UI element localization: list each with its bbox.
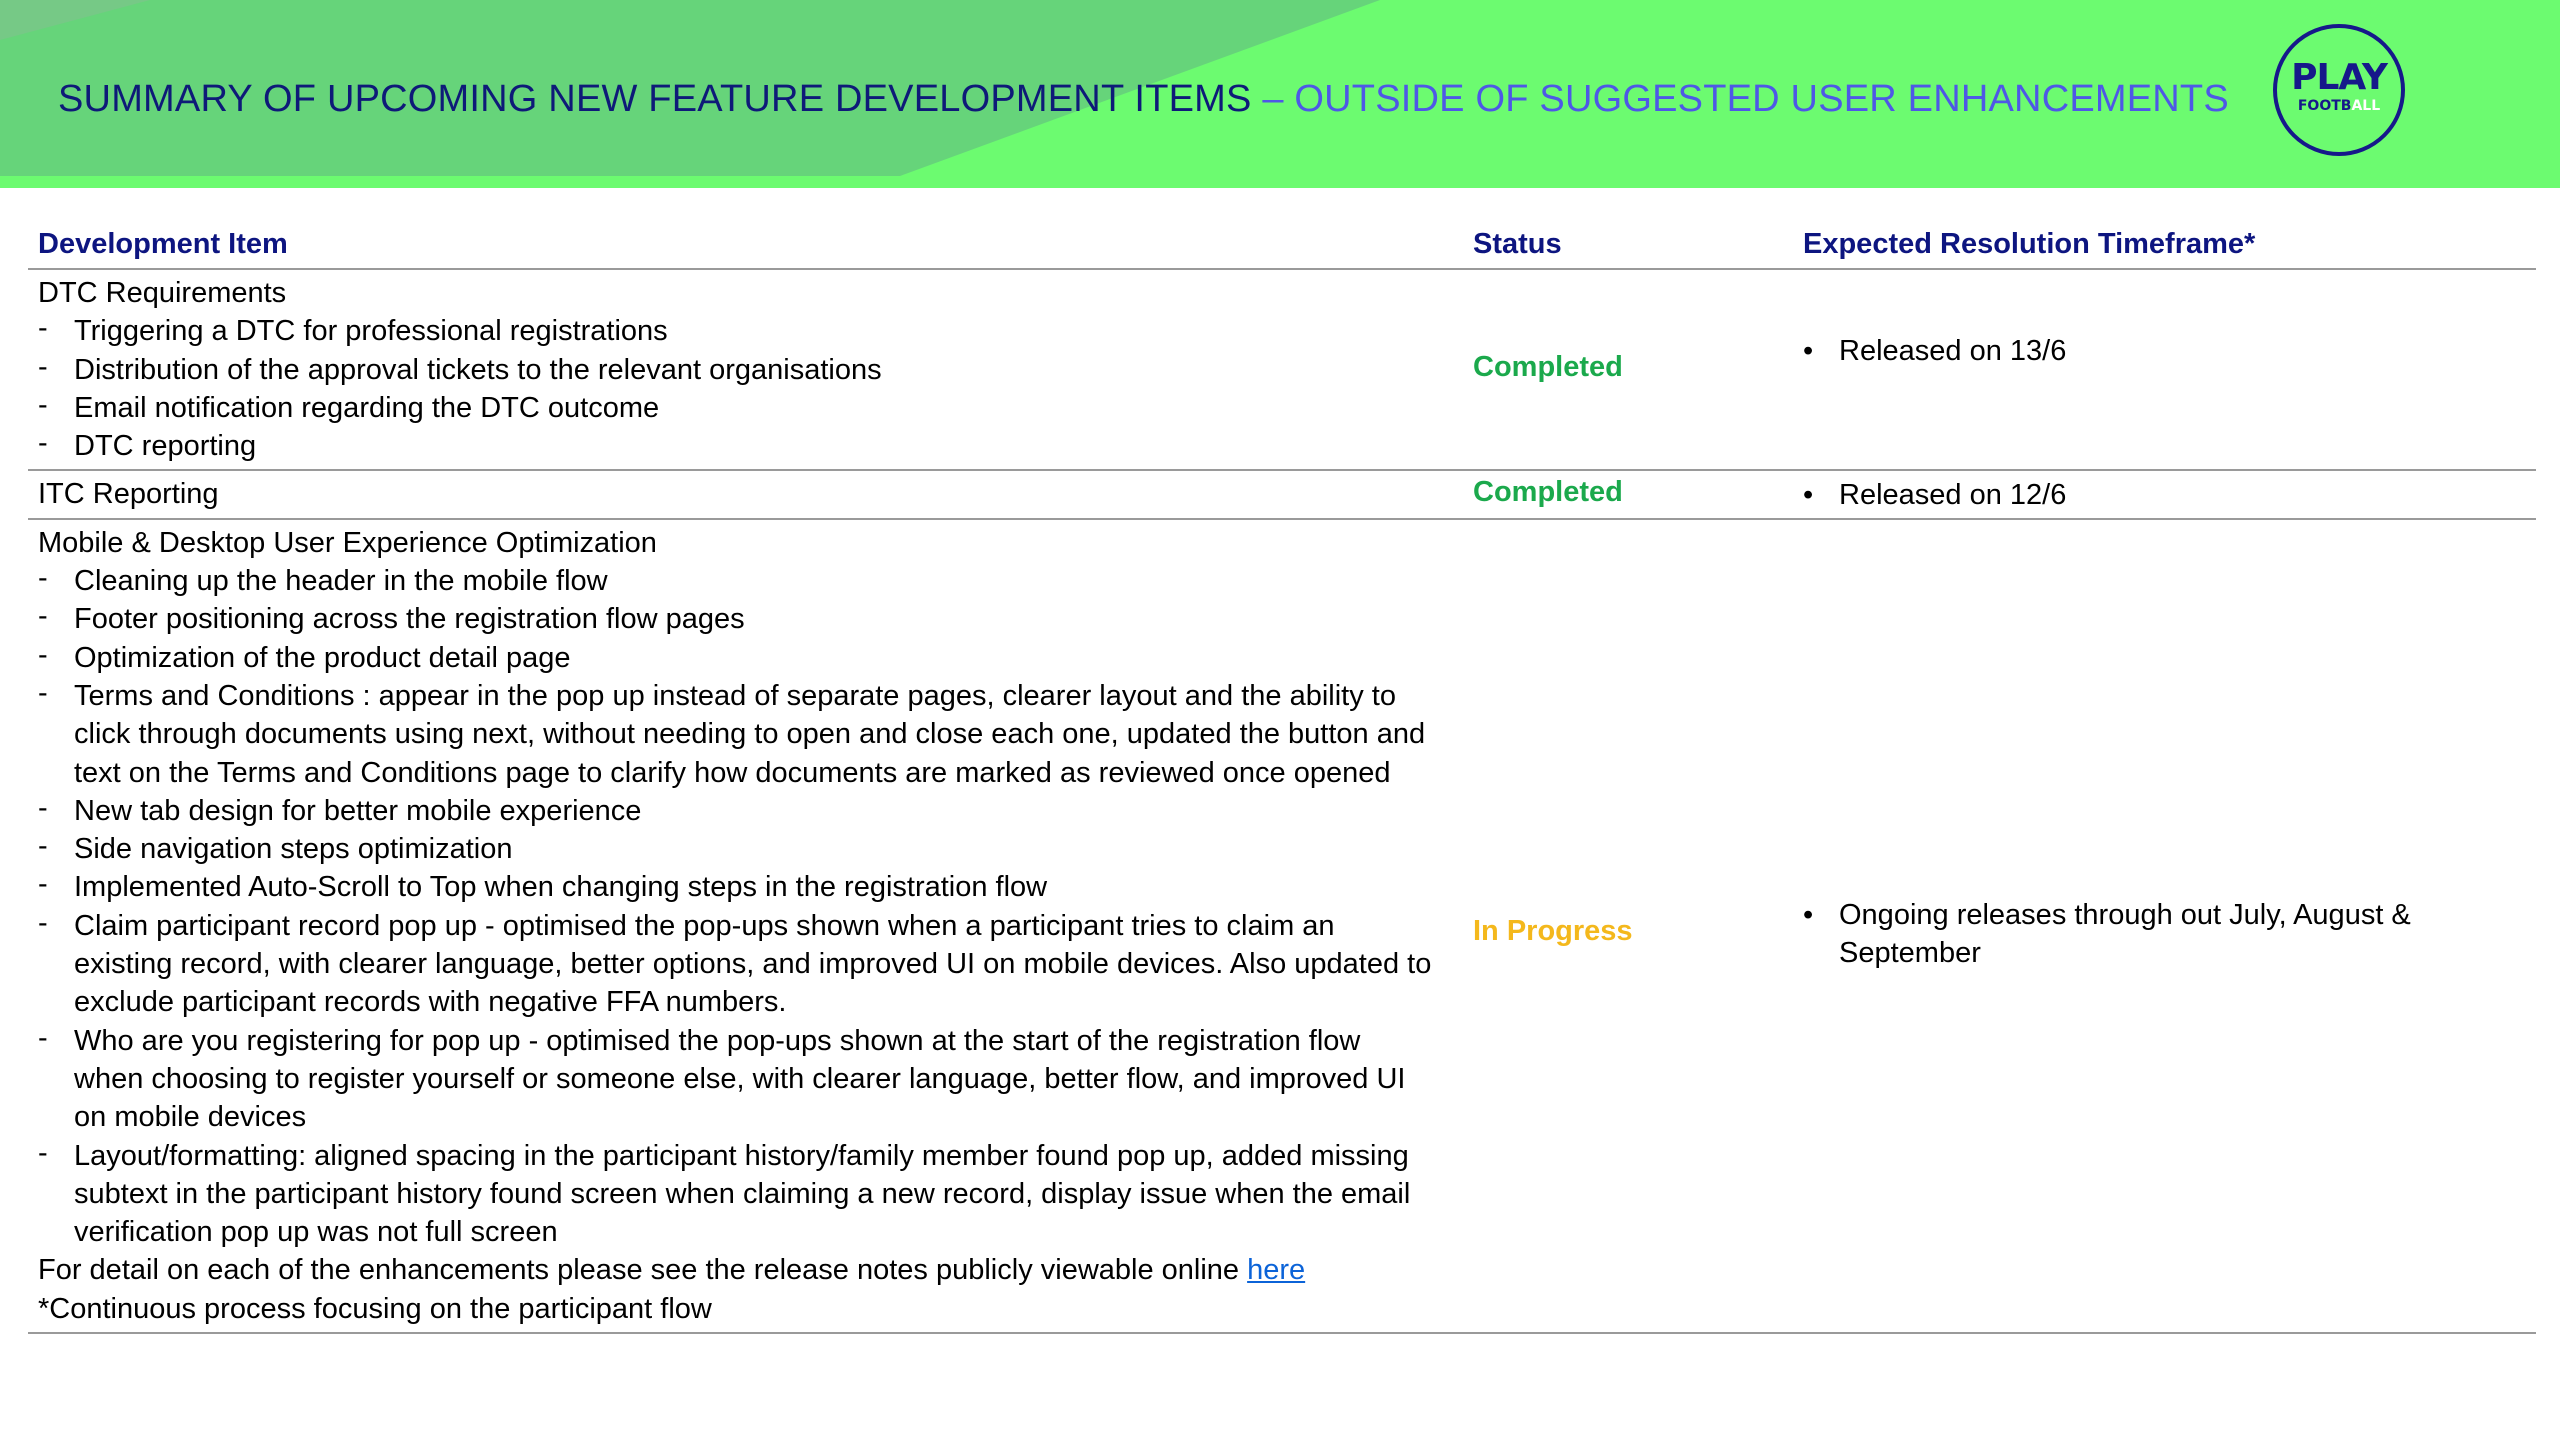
development-item-cell bbox=[28, 520, 1468, 1332]
column-header-development-item: Development Item bbox=[38, 228, 288, 260]
item-text-line: subtext in the participant history found screen when claiming a new record, display issue when the email bbox=[74, 1177, 1411, 1210]
logo-play-text: PLAY bbox=[2291, 57, 2387, 98]
item-text-line: Footer positioning across the registration flow pages bbox=[74, 603, 745, 636]
item-bullet bbox=[38, 312, 1468, 350]
item-text bbox=[74, 389, 659, 427]
footnote: *Continuous process focusing on the participant flow bbox=[38, 1292, 712, 1325]
item-bullet bbox=[38, 389, 1468, 427]
item-text-line: Implemented Auto-Scroll to Top when changing steps in the registration flow bbox=[74, 871, 1048, 904]
item-bullet bbox=[38, 830, 1468, 868]
item-text-line: Layout/formatting: aligned spacing in the participant history/family member found pop up, added missing bbox=[74, 1139, 1409, 1172]
timeframe-line: Released on 12/6 bbox=[1839, 479, 2067, 512]
item-text-line: Side navigation steps optimization bbox=[74, 833, 513, 866]
item-title: DTC Requirements bbox=[38, 277, 287, 309]
dash-marker: - bbox=[38, 562, 48, 595]
dash-marker: - bbox=[38, 906, 48, 939]
dash-marker: - bbox=[38, 830, 48, 863]
item-bullet bbox=[38, 562, 1468, 600]
timeframe-text bbox=[1839, 896, 2411, 973]
item-title: Mobile & Desktop User Experience Optimization bbox=[38, 526, 657, 559]
item-text bbox=[74, 600, 745, 638]
item-text bbox=[74, 907, 1431, 1022]
column-header-timeframe: Expected Resolution Timeframe* bbox=[1803, 228, 2256, 260]
development-item-cell bbox=[28, 270, 1468, 469]
dash-marker: - bbox=[38, 638, 48, 671]
item-text bbox=[74, 427, 256, 465]
item-text-line: on mobile devices bbox=[74, 1101, 307, 1134]
page-title-main: SUMMARY OF UPCOMING NEW FEATURE DEVELOPMENT ITEMS bbox=[58, 78, 1252, 120]
item-text-line: when choosing to register yourself or someone else, with clearer language, better flow, and improved UI bbox=[74, 1062, 1406, 1095]
dash-marker: - bbox=[38, 791, 48, 824]
column-header-status: Status bbox=[1473, 228, 1562, 260]
item-text-line: text on the Terms and Conditions page to clarify how documents are marked as reviewed once opened bbox=[74, 756, 1391, 789]
item-text bbox=[74, 677, 1425, 792]
bullet-marker: • bbox=[1803, 335, 1814, 367]
item-text-line: existing record, with clearer language, better options, and improved UI on mobile devices. Also updated to bbox=[74, 948, 1432, 981]
page-title bbox=[58, 78, 2229, 121]
item-text-line: Triggering a DTC for professional registrations bbox=[74, 315, 668, 348]
item-text bbox=[74, 792, 641, 830]
item-text-line: exclude participant records with negative FFA numbers. bbox=[74, 986, 787, 1019]
logo-football-part1: FOOTB bbox=[2297, 98, 2352, 114]
development-items-table bbox=[28, 220, 2536, 1334]
table-header bbox=[28, 220, 2536, 270]
timeframe-line: September bbox=[1839, 937, 1981, 970]
item-text bbox=[74, 351, 882, 389]
status-value: Completed bbox=[1473, 351, 1623, 383]
release-notes-link[interactable]: here bbox=[1247, 1254, 1306, 1287]
item-bullet bbox=[38, 907, 1468, 1022]
item-text bbox=[74, 312, 668, 350]
dash-marker: - bbox=[38, 1136, 48, 1169]
timeframe-line: Released on 13/6 bbox=[1839, 335, 2067, 367]
logo-football-part2: ALL bbox=[2351, 98, 2381, 114]
timeframe-text bbox=[1839, 332, 2066, 370]
header-banner bbox=[0, 0, 2560, 188]
item-text-line: click through documents using next, without needing to open and close each one, updated the button and bbox=[74, 718, 1426, 751]
table-row bbox=[28, 471, 2536, 519]
dash-marker: - bbox=[38, 312, 48, 345]
dash-marker: - bbox=[38, 388, 48, 421]
page-title-sub: – OUTSIDE OF SUGGESTED USER ENHANCEMENTS bbox=[1251, 78, 2229, 120]
item-text-line: DTC reporting bbox=[74, 430, 257, 463]
dash-marker: - bbox=[38, 350, 48, 383]
status-value: Completed bbox=[1473, 476, 1623, 509]
item-bullet bbox=[38, 1022, 1468, 1137]
item-text bbox=[74, 562, 608, 600]
table-row bbox=[28, 520, 2536, 1334]
dash-marker: - bbox=[38, 676, 48, 709]
item-text-line: Who are you registering for pop up - optimised the pop-ups shown at the start of the registration flow bbox=[74, 1024, 1361, 1057]
dash-marker: - bbox=[38, 1021, 48, 1054]
development-item-cell bbox=[28, 471, 1468, 517]
logo-football-text bbox=[2277, 98, 2401, 114]
timeframe-text bbox=[1839, 476, 2066, 514]
item-text-line: verification pop up was not full screen bbox=[74, 1216, 558, 1249]
play-football-logo bbox=[2273, 24, 2405, 156]
dash-marker: - bbox=[38, 427, 48, 460]
release-notes-note: For detail on each of the enhancements please see the release notes publicly viewable online here bbox=[38, 1254, 1306, 1287]
item-text bbox=[74, 830, 512, 868]
item-bullet bbox=[38, 351, 1468, 389]
item-text-line: Optimization of the product detail page bbox=[74, 641, 571, 674]
table-body bbox=[28, 270, 2536, 1334]
item-text bbox=[74, 1022, 1406, 1137]
item-text-line: Claim participant record pop up - optimised the pop-ups shown when a participant tries to claim an bbox=[74, 909, 1335, 942]
status-value: In Progress bbox=[1473, 914, 1633, 947]
bullet-marker: • bbox=[1803, 479, 1814, 512]
item-bullet bbox=[38, 868, 1468, 906]
timeframe-cell bbox=[1803, 896, 2523, 973]
item-text bbox=[74, 1137, 1410, 1252]
item-bullet bbox=[38, 792, 1468, 830]
item-text-line: Distribution of the approval tickets to the relevant organisations bbox=[74, 353, 882, 386]
item-text-line: Cleaning up the header in the mobile flow bbox=[74, 565, 608, 598]
timeframe-cell bbox=[1803, 332, 2523, 370]
item-text-line: New tab design for better mobile experience bbox=[74, 794, 642, 827]
item-text-line: Terms and Conditions : appear in the pop up instead of separate pages, clearer layout and the ability to bbox=[74, 679, 1396, 712]
item-text bbox=[74, 868, 1047, 906]
table-row bbox=[28, 270, 2536, 471]
item-bullet bbox=[38, 1137, 1468, 1252]
item-title: ITC Reporting bbox=[38, 478, 219, 511]
item-bullet bbox=[38, 639, 1468, 677]
dash-marker: - bbox=[38, 600, 48, 633]
timeframe-line: Ongoing releases through out July, August & bbox=[1839, 898, 2411, 931]
item-bullet bbox=[38, 600, 1468, 638]
item-text bbox=[74, 639, 571, 677]
item-text-line: Email notification regarding the DTC outcome bbox=[74, 391, 660, 424]
item-bullet bbox=[38, 427, 1468, 465]
dash-marker: - bbox=[38, 868, 48, 901]
timeframe-cell bbox=[1803, 476, 2523, 514]
item-bullet bbox=[38, 677, 1468, 792]
bullet-marker: • bbox=[1803, 898, 1814, 931]
